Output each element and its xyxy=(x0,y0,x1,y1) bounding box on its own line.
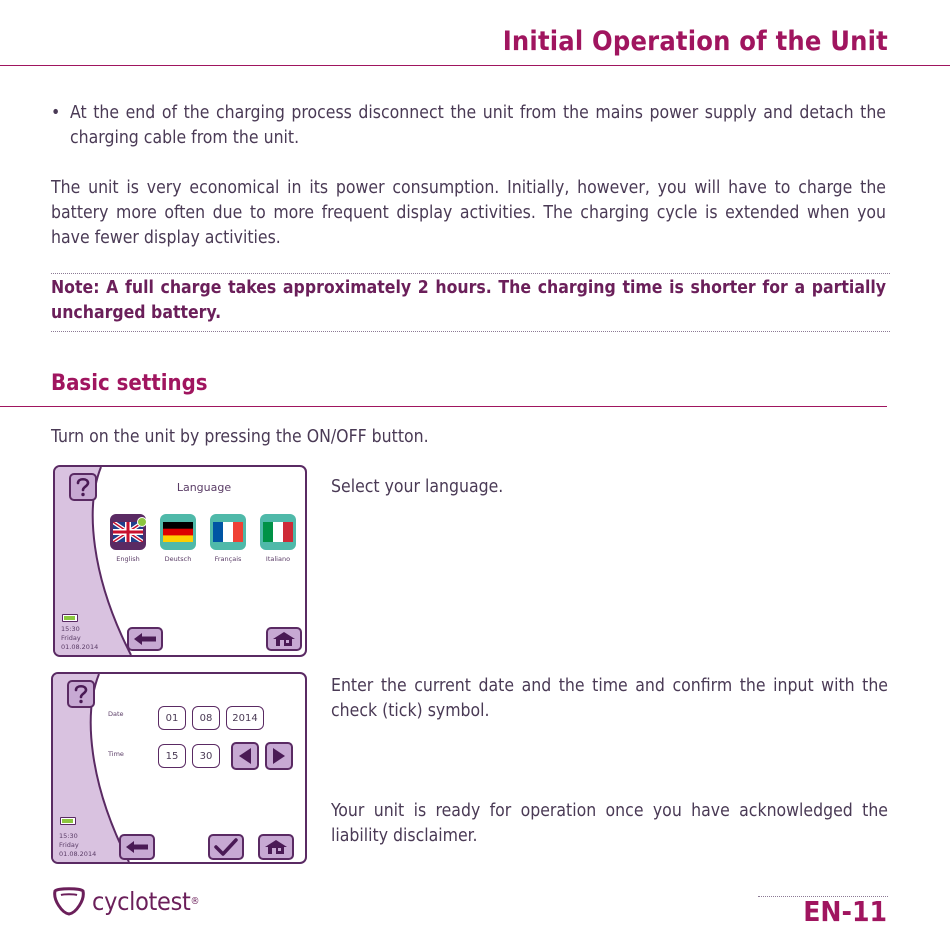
home-button[interactable] xyxy=(266,627,302,651)
page-number: EN-11 xyxy=(803,895,887,928)
note-text: Note: A full charge takes approximately 2 hours. The charging time is shorter for a partially uncharged battery. xyxy=(51,278,886,323)
section-divider xyxy=(0,406,887,407)
datetime-screen xyxy=(51,672,307,864)
arrow-left-icon xyxy=(125,840,149,854)
language-caption: Deutsch xyxy=(164,555,192,563)
language-caption: Italiano xyxy=(265,555,291,563)
cyclotest-logo-icon xyxy=(52,886,86,916)
back-button[interactable] xyxy=(119,834,155,860)
triangle-left-icon xyxy=(238,747,252,765)
ready-text: Your unit is ready for operation once you have acknowledged the liability disclaimer. xyxy=(331,801,888,846)
question-mark-icon xyxy=(74,684,88,704)
language-instruction: Select your language. xyxy=(331,477,504,497)
home-icon xyxy=(264,839,288,855)
body-paragraph: The unit is very economical in its power consumption. Initially, however, you will have to charge the battery more often due to more frequent display activities. The charging cycle is extended when you have fewer display activities. xyxy=(51,178,886,248)
check-icon xyxy=(214,838,238,856)
hour-field[interactable]: 15 xyxy=(158,744,186,768)
note-bottom-rule xyxy=(51,331,890,332)
selected-check-icon xyxy=(137,517,147,527)
clock-time: 15:30 xyxy=(61,625,80,633)
brand-name: cyclotest xyxy=(92,886,191,916)
date-label: Date xyxy=(108,710,124,718)
clock-date: 01.08.2014 xyxy=(61,643,99,651)
clock-time: 15:30 xyxy=(59,832,78,840)
triangle-right-icon xyxy=(272,747,286,765)
section-intro: Turn on the unit by pressing the ON/OFF button. xyxy=(51,427,429,447)
next-field-button[interactable] xyxy=(265,742,293,770)
battery-icon xyxy=(62,614,78,622)
datetime-instruction: Enter the current date and the time and confirm the input with the check (tick) symbol. xyxy=(331,676,888,721)
flag-italiano-button[interactable] xyxy=(260,514,296,550)
clock-date: 01.08.2014 xyxy=(59,850,97,858)
clock-day: Friday xyxy=(59,841,79,849)
language-caption: English xyxy=(116,555,140,563)
battery-icon xyxy=(60,817,76,825)
language-screen xyxy=(53,465,307,657)
previous-field-button[interactable] xyxy=(231,742,259,770)
year-field[interactable]: 2014 xyxy=(226,706,264,730)
confirm-button[interactable] xyxy=(208,834,244,860)
month-field[interactable]: 08 xyxy=(192,706,220,730)
bullet-text: At the end of the charging process disconnect the unit from the mains power supply and detach the charging cable from the unit. xyxy=(70,103,886,148)
language-heading: Language xyxy=(176,481,232,494)
bullet-dot: • xyxy=(51,103,61,123)
german-flag-icon xyxy=(163,522,193,542)
italian-flag-icon xyxy=(263,522,293,542)
time-label: Time xyxy=(108,750,124,758)
registered-mark: ® xyxy=(190,895,200,907)
help-button[interactable] xyxy=(67,680,95,708)
minute-field[interactable]: 30 xyxy=(192,744,220,768)
back-button[interactable] xyxy=(127,627,163,651)
home-icon xyxy=(272,631,296,647)
section-title: Basic settings xyxy=(51,371,208,396)
flag-francais-button[interactable] xyxy=(210,514,246,550)
brand-logo xyxy=(52,883,200,919)
day-field[interactable]: 01 xyxy=(158,706,186,730)
title-divider xyxy=(0,65,950,66)
french-flag-icon xyxy=(213,522,243,542)
flag-deutsch-button[interactable] xyxy=(160,514,196,550)
note-top-rule xyxy=(51,273,890,274)
home-button[interactable] xyxy=(258,834,294,860)
language-caption: Français xyxy=(214,555,242,563)
page-title: Initial Operation of the Unit xyxy=(502,26,888,57)
arrow-left-icon xyxy=(133,632,157,646)
clock-day: Friday xyxy=(61,634,81,642)
